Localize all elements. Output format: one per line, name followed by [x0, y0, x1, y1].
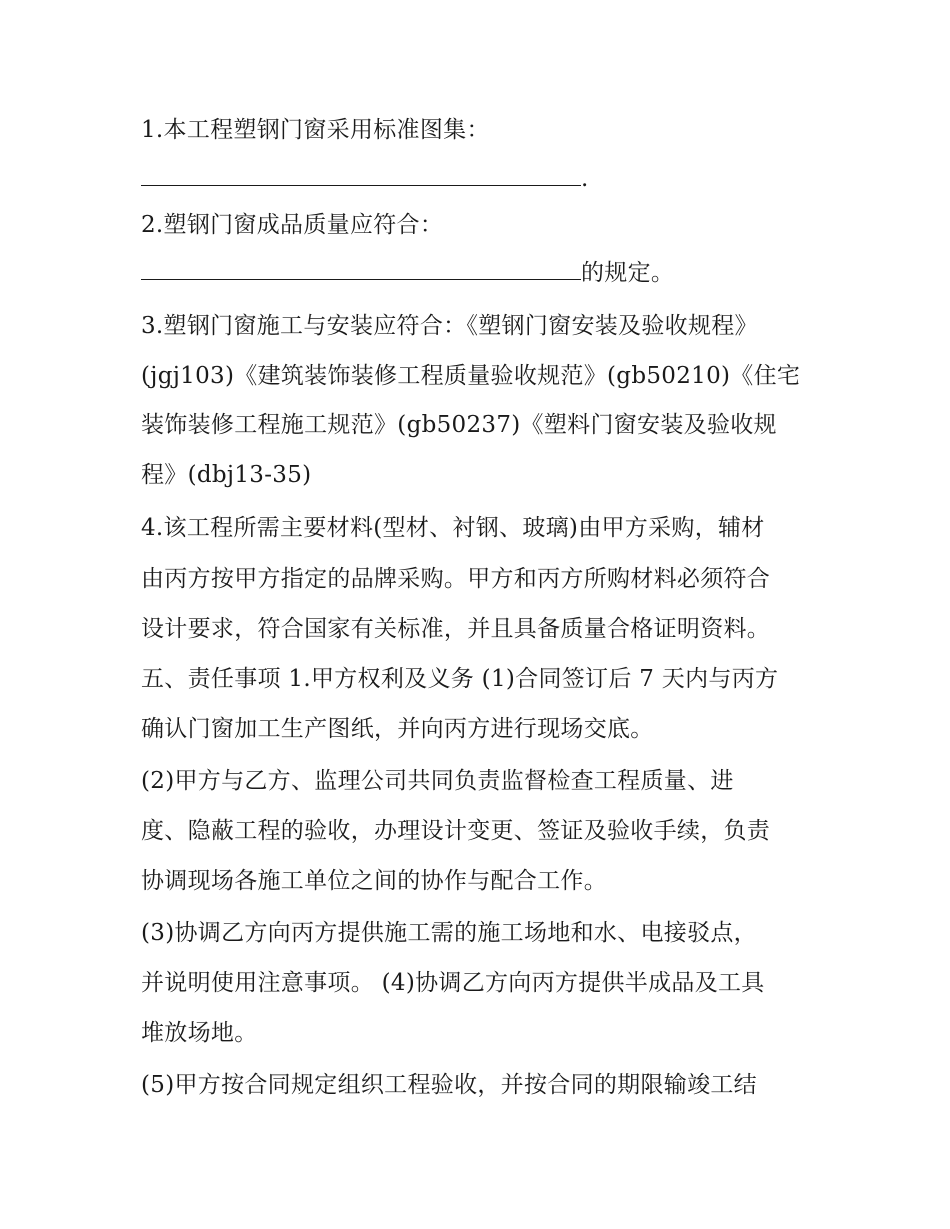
clause-3-line-4 [141, 460, 311, 490]
text-line: 并说明使用注意事项。 (4)协调乙方向丙方提供半成品及工具 [141, 970, 765, 996]
item-5-line-1 [141, 1070, 757, 1100]
clause-4-line-1 [141, 513, 765, 543]
text-line: 1.本工程塑钢门窗采用标准图集： [141, 117, 490, 143]
item-4-line-2 [141, 1018, 258, 1048]
text-line: 堆放场地。 [141, 1020, 258, 1046]
clause-4-line-3 [141, 614, 770, 644]
text-line: 由丙方按甲方指定的品牌采购。甲方和丙方所购材料必须符合 [141, 566, 771, 592]
text-line: 2.塑钢门窗成品质量应符合： [141, 212, 444, 238]
text-line: 确认门窗加工生产图纸，并向丙方进行现场交底。 [141, 716, 654, 742]
text-line: 的规定。 [581, 260, 675, 286]
text-line: (2)甲方与乙方、监理公司共同负责监督检查工程质量、进 [141, 768, 734, 794]
text-line: (3)协调乙方向丙方提供施工需的施工场地和水、电接驳点， [141, 920, 757, 946]
section-5-line-2 [141, 714, 654, 744]
text-line: 度、隐蔽工程的验收，办理设计变更、签证及验收手续，负责 [141, 818, 771, 844]
clause-1-blank-line [141, 164, 589, 194]
fill-in-blank [141, 261, 581, 280]
text-line: 设计要求，符合国家有关标准，并且具备质量合格证明资料。 [141, 616, 771, 642]
clause-4-line-2 [141, 564, 770, 594]
text-line: 五、责任事项 1.甲方权利及义务 (1)合同签订后 7 天内与丙方 [141, 666, 779, 692]
text-line: 4.该工程所需主要材料(型材、衬钢、玻璃)由甲方采购，辅材 [141, 515, 765, 541]
clause-2-title [141, 210, 443, 240]
text-line: 装饰装修工程施工规范》(gb50237)《塑料门窗安装及验收规 [141, 412, 777, 438]
clause-2-blank-line [141, 258, 674, 288]
fill-in-blank [141, 167, 581, 186]
clause-3-line-3 [141, 410, 777, 440]
item-2-line-1 [141, 766, 734, 796]
text-line: (jgj103)《建筑装饰装修工程质量验收规范》(gb50210)《住宅 [141, 363, 801, 389]
text-line: 协调现场各施工单位之间的协作与配合工作。 [141, 868, 607, 894]
clause-3-line-2 [141, 361, 800, 391]
clause-1-title [141, 115, 490, 145]
item-3-line-2 [141, 968, 765, 998]
item-2-line-2 [141, 816, 770, 846]
item-2-line-3 [141, 866, 607, 896]
text-line: . [581, 166, 589, 192]
section-5-line-1 [141, 664, 778, 694]
text-line: 程》(dbj13-35) [141, 462, 312, 488]
text-line: (5)甲方按合同规定组织工程验收，并按合同的期限输竣工结 [141, 1072, 757, 1098]
clause-3-line-1 [141, 311, 758, 341]
item-3-line-1 [141, 918, 757, 948]
text-line: 3.塑钢门窗施工与安装应符合：《塑钢门窗安装及验收规程》 [141, 313, 758, 339]
